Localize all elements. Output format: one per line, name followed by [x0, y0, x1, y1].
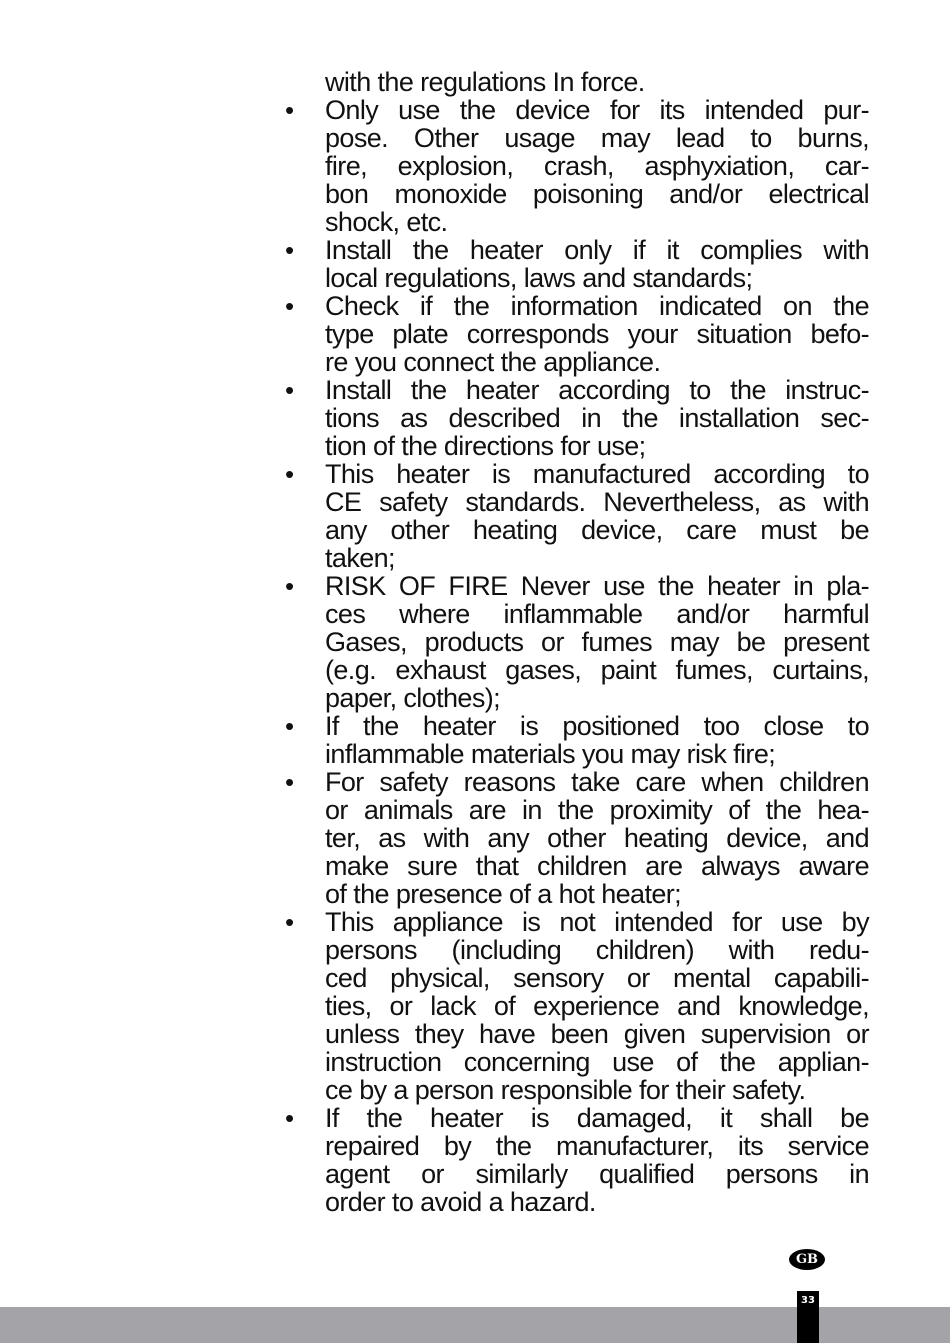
bullet-icon: • — [285, 459, 294, 489]
bullet-item-line — [283, 292, 869, 320]
bullet-item-line — [283, 656, 869, 684]
bullet-item-text: ces where inflammable and/or harmful — [325, 599, 869, 629]
bullet-item-line — [283, 236, 869, 264]
bullet-item-text: If the heater is damaged, it shall be — [325, 1103, 869, 1133]
bullet-item-line — [283, 824, 869, 852]
bullet-item-text: instruction concerning use of the applian- — [325, 1047, 869, 1077]
bullet-item-text: unless they have been given supervision or — [325, 1019, 869, 1049]
bullet-item-text: make sure that children are always aware — [325, 851, 869, 881]
language-badge: GB — [789, 1249, 825, 1270]
bullet-icon: • — [285, 907, 294, 937]
intro-line: with the regulations In force. — [325, 67, 645, 97]
bullet-item-text: repaired by the manufacturer, its service — [325, 1131, 869, 1161]
bullet-item-line — [283, 936, 869, 964]
bullet-item-line — [283, 1160, 869, 1188]
bullet-item-text: Gases, products or fumes may be present — [325, 627, 869, 657]
bullet-icon: • — [285, 571, 294, 601]
bullet-item-text: of the presence of a hot heater; — [325, 879, 682, 909]
bullet-item-text: or animals are in the proximity of the hea- — [325, 795, 869, 825]
bullet-item-line — [283, 404, 869, 432]
bullet-item-text: local regulations, laws and standards; — [325, 263, 753, 293]
bullet-item-text: For safety reasons take care when children — [325, 767, 869, 797]
bullet-item-text: Only use the device for its intended pur- — [325, 95, 869, 125]
bullet-item-line — [283, 124, 869, 152]
bullet-item-text: inflammable materials you may risk fire; — [325, 739, 776, 769]
bullet-item-line — [283, 376, 869, 404]
bullet-item-line — [283, 572, 869, 600]
bullet-item-line — [283, 684, 869, 712]
bullet-item-line — [283, 96, 869, 124]
bullet-item-line — [283, 1020, 869, 1048]
bullet-item-text: type plate corresponds your situation befo- — [325, 319, 869, 349]
bullet-item-line — [283, 1132, 869, 1160]
bullet-item-text: tions as described in the installation sec- — [325, 403, 869, 433]
bullet-icon: • — [285, 95, 294, 125]
bullet-icon: • — [285, 767, 294, 797]
safety-instructions — [283, 68, 869, 1216]
bullet-item-text: (e.g. exhaust gases, paint fumes, curtains, — [325, 655, 869, 685]
bullet-item-text: tion of the directions for use; — [325, 431, 646, 461]
bullet-item-line — [283, 880, 869, 908]
bullet-item-text: persons (including children) with redu- — [325, 935, 869, 965]
bullet-item-line — [283, 264, 869, 292]
bullet-item-text: paper, clothes); — [325, 683, 501, 713]
bullet-item-text: ties, or lack of experience and knowledge, — [325, 991, 869, 1021]
bullet-item-text: pose. Other usage may lead to burns, — [325, 123, 869, 153]
bullet-item-text: If the heater is positioned too close to — [325, 711, 869, 741]
bullet-item-text: re you connect the appliance. — [325, 347, 661, 377]
bullet-item-text: any other heating device, care must be — [325, 515, 869, 545]
bullet-icon: • — [285, 711, 294, 741]
bullet-item-line — [283, 1104, 869, 1132]
bullet-item-line — [283, 152, 869, 180]
page-number: 33 — [797, 1291, 819, 1343]
bullet-item-line — [283, 1076, 869, 1104]
bullet-item-line — [283, 1048, 869, 1076]
bullet-item-line — [283, 488, 869, 516]
bullet-icon: • — [285, 235, 294, 265]
bullet-item-line — [283, 852, 869, 880]
bullet-icon: • — [285, 375, 294, 405]
bullet-item-text: taken; — [325, 543, 395, 573]
bullet-item-line — [283, 460, 869, 488]
bullet-item-text: This heater is manufactured according to — [325, 459, 869, 489]
bullet-item-text: shock, etc. — [325, 207, 448, 237]
bullet-item-text: Check if the information indicated on the — [325, 291, 869, 321]
bullet-item-line — [283, 544, 869, 572]
bullet-icon: • — [285, 291, 294, 321]
bullet-item-text: CE safety standards. Nevertheless, as with — [325, 487, 869, 517]
bullet-item-line — [283, 992, 869, 1020]
bullet-item-line — [283, 908, 869, 936]
bullet-item-text: This appliance is not intended for use by — [325, 907, 869, 937]
bullet-item-text: ter, as with any other heating device, and — [325, 823, 869, 853]
bullet-item-line — [283, 768, 869, 796]
bullet-item-line — [283, 740, 869, 768]
bullet-item-text: Install the heater according to the instruc- — [325, 375, 869, 405]
bullet-item-line — [283, 180, 869, 208]
bullet-item-line — [283, 320, 869, 348]
bullet-item-line — [283, 348, 869, 376]
bullet-item-text: Install the heater only if it complies with — [325, 235, 869, 265]
bullet-item-line — [283, 964, 869, 992]
bullet-item-line — [283, 208, 869, 236]
bullet-item-text: bon monoxide poisoning and/or electrical — [325, 179, 869, 209]
bullet-item-line — [283, 796, 869, 824]
bullet-item-text: ced physical, sensory or mental capabili- — [325, 963, 869, 993]
bullet-icon: • — [285, 1103, 294, 1133]
bullet-item-line — [283, 600, 869, 628]
bullet-item-line — [283, 516, 869, 544]
bullet-item-line — [283, 432, 869, 460]
bullet-item-text: ce by a person responsible for their safety. — [325, 1075, 806, 1105]
bullet-item-text: fire, explosion, crash, asphyxiation, car- — [325, 151, 869, 181]
bullet-item-text: order to avoid a hazard. — [325, 1187, 596, 1217]
bullet-item-line — [283, 628, 869, 656]
bullet-item-text: agent or similarly qualified persons in — [325, 1159, 869, 1189]
bullet-item-line — [283, 712, 869, 740]
bullet-item-line — [283, 1188, 869, 1216]
bullet-list — [283, 96, 869, 1216]
bullet-item-text: RISK OF FIRE Never use the heater in pla- — [325, 571, 869, 601]
